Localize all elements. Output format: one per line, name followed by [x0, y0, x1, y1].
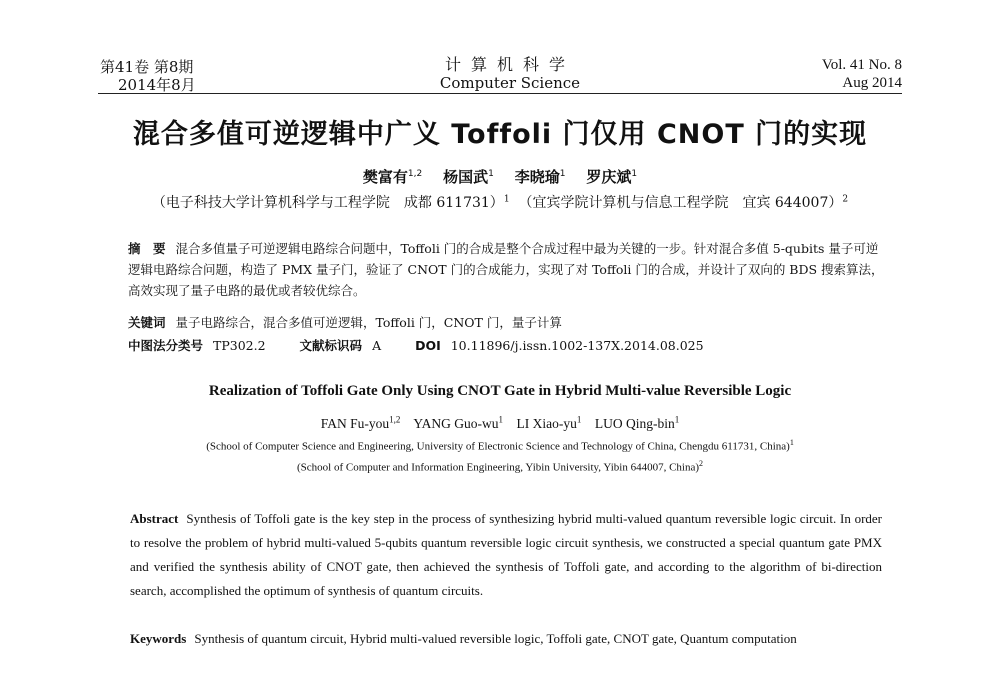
affiliation-en-2: (School of Computer and Information Engineering, Yibin University, Yibin 644007, China)$^2$ [296, 459, 704, 474]
affiliation-en-1: (School of Computer Science and Engineering, University of Electronic Science and Technology of China, Chengdu 611731, China)$^1$ [206, 438, 794, 453]
doc-code-label: 文献标识码 [299, 338, 363, 353]
date-en: Aug 2014 [842, 75, 902, 91]
doi-label: DOI [415, 338, 441, 353]
abstract-cn-label: 摘 要 [128, 241, 166, 256]
keywords-en-label: Keywords [130, 631, 187, 646]
journal-name-cn: 计算机科学 [444, 55, 575, 74]
authors-cn [0, 166, 1000, 187]
author-en: LI Xiao-$yu^1$ [516, 414, 582, 431]
volume-en: Vol. 41 No. 8 [821, 57, 902, 73]
doi-value: 10.11896/j.issn.1002-137X.2014.08.025 [450, 338, 704, 353]
abstract-en [130, 507, 882, 603]
affiliations-cn: （电子科技大学计算机科学与工程学院 成都 611731）$^1$ （宜宾学院计算机与信息工程学院 宜宾 644007）$^2$ [151, 194, 849, 211]
title-en: Realization of Toffoli Gate Only Using CNOT Gate in Hybrid Multi-value Reversible Logic [208, 383, 792, 399]
author-cn: 罗庆斌$^1$ [586, 168, 638, 186]
keywords-cn-label: 关键词 [128, 315, 166, 330]
volume-cn: 第41卷 第8期 [100, 58, 194, 76]
author-en: FAN Fu-you$^{1,2}$ [320, 414, 401, 431]
keywords-en [130, 627, 882, 651]
author-en: LUO Qing-bin$^1$ [594, 414, 680, 431]
title-cn: 混合多值可逆逻辑中广义 Toffoli 门仅用 CNOT 门的实现 [132, 119, 868, 150]
authors-en [0, 414, 1000, 432]
abstract-en-text: Synthesis of Toffoli gate is the key step in the process of synthesizing hybrid multi-valued quantum reversible logic circuit. In order to resolve the problem of hybrid multi-valued 5-qubits quantum reversible logic circuit synthesis, we constructed a special quantum gate PMX and verified the synthesis ability of CNOT gate, then achieved the synthesis of Toffoli gate, and according to the algorithm of bi-direction search, accomplished the optimum of synthesis of quantum circuits. [130, 511, 882, 598]
author-en: YANG Guo-$wu^1$ [413, 414, 504, 431]
header-rule [98, 93, 902, 94]
header-journal [410, 56, 610, 92]
date-cn: 2014年8月 [118, 76, 196, 94]
abstract-cn [128, 238, 888, 301]
clc-label: 中图法分类号 [128, 338, 204, 353]
author-cn: 李晓瑜$^1$ [514, 168, 566, 186]
header-right [822, 56, 902, 92]
journal-name-en: Computer Science [439, 74, 581, 92]
author-cn: 杨国武$^1$ [443, 168, 494, 186]
author-cn: 樊富有$^{1,2}$ [362, 168, 423, 186]
affiliation-cn-1: （电子科技大学计算机科学与工程学院 成都 611731） [151, 195, 504, 211]
clc-value: TP302.2 [213, 338, 266, 353]
keywords-en-text: Synthesis of quantum circuit, Hybrid multi-valued reversible logic, Toffoli gate, CNOT gate, Quantum computation [194, 631, 797, 646]
abstract-cn-text: 混合多值量子可逆逻辑电路综合问题中，Toffoli 门的合成是整个合成过程中最为关键的一步。针对混合多值 5-qubits 量子可逆逻辑电路综合问题，构造了 PMX 量子门，验证了 CNOT 门的合成能力，实现了对 Toffoli 门的合成，并设计了双向的 BDS 搜索算法，高效实现了量子电路的最优或者较优综合。 [128, 241, 884, 298]
keywords-cn [128, 312, 888, 333]
abstract-en-label: Abstract [130, 511, 179, 526]
keywords-cn-text: 量子电路综合，混合多值可逆逻辑，Toffoli 门，CNOT 门，量子计算 [175, 315, 562, 330]
affiliation-cn-2: （宜宾学院计算机与信息工程学院 宜宾 644007） [518, 195, 843, 211]
classification-line [128, 335, 888, 356]
doc-code-value: A [372, 338, 382, 353]
header-left [100, 58, 196, 94]
